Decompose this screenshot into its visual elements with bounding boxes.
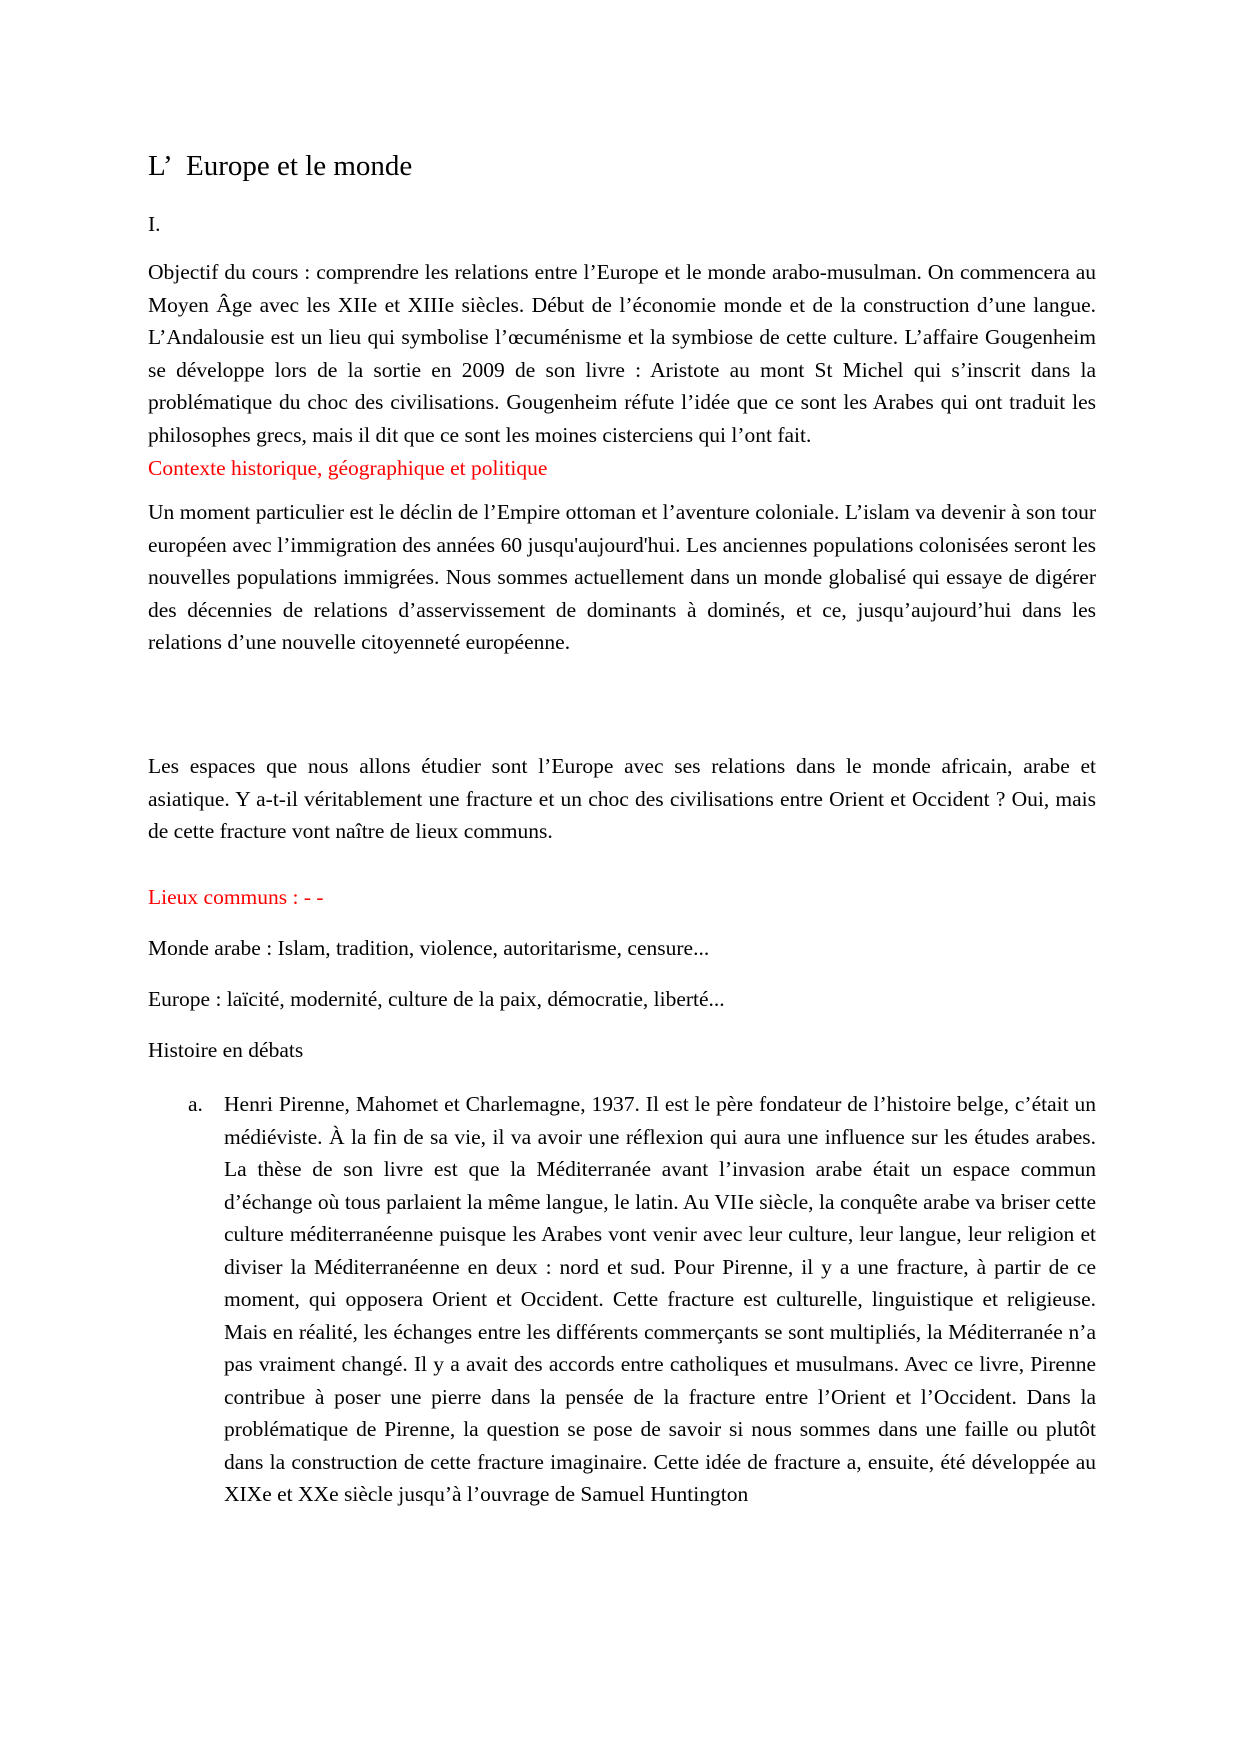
- list-marker: a.: [188, 1092, 203, 1116]
- heading-contexte: Contexte historique, géographique et politique: [148, 456, 548, 480]
- line-monde-arabe: Monde arabe : Islam, tradition, violence, autoritarisme, censure...: [148, 936, 710, 960]
- section-number: I.: [148, 212, 161, 236]
- title-text: Europe et le monde: [186, 150, 413, 182]
- paragraph-espaces: Les espaces que nous allons étudier sont l’Europe avec ses relations dans le monde africain, arabe et asiatique. Y a-t-il véritablement une fracture et un choc des civilisations entre Orient et Occident ? Oui, mais de cette fracture vont naître de lieux communs.: [148, 754, 1096, 843]
- paragraph-objectif: Objectif du cours : comprendre les relations entre l’Europe et le monde arabo-musulman. On commencera au Moyen Âge avec les XIIe et XIIIe siècles. Début de l’économie monde et de la construction d’une langue. L’Andalousie est un lieu qui symbolise l’œcuménisme et la symbiose de cette culture. L’affaire Gougenheim se développe lors de la sortie en 2009 de son livre : Aristote au mont St Michel qui s’inscrit dans la problématique du choc des civilisations. Gougenheim réfute l’idée que ce sont les Arabes qui ont traduit les philosophes grecs, mais il dit que ce sont les moines cisterciens qui l’ont fait.: [148, 260, 1096, 447]
- line-europe: Europe : laïcité, modernité, culture de la paix, démocratie, liberté...: [148, 987, 725, 1011]
- document-title: [148, 148, 412, 184]
- heading-histoire-en-debats: Histoire en débats: [148, 1038, 304, 1062]
- paragraph-contexte: Un moment particulier est le déclin de l’Empire ottoman et l’aventure coloniale. L’islam va devenir à son tour européen avec l’immigration des années 60 jusqu'aujourd'hui. Les anciennes populations colonisées seront les nouvelles populations immigrées. Nous sommes actuellement dans un monde globalisé qui essaye de digérer des décennies de relations d’asservissement de dominants à dominés, et ce, jusqu’aujourd’hui dans les relations d’une nouvelle citoyenneté européenne.: [148, 500, 1096, 654]
- list-item-text: Henri Pirenne, Mahomet et Charlemagne, 1937. Il est le père fondateur de l’histoire belge, c’était un médiéviste. À la fin de sa vie, il va avoir une réflexion qui aura une influence sur les études arabes. La thèse de son livre est que la Méditerranée avant l’invasion arabe était un espace commun d’échange où tous parlaient la même langue, le latin. Au VIIe siècle, la conquête arabe va briser cette culture méditerranéenne puisque les Arabes vont venir avec leur culture, leur langue, leur religion et diviser la Méditerranéenne en deux : nord et sud. Pour Pirenne, il y a une fracture, à partir de ce moment, qui opposera Orient et Occident. Cette fracture est culturelle, linguistique et religieuse. Mais en réalité, les échanges entre les différents commerçants se sont multipliés, la Méditerranée n’a pas vraiment changé. Il y a avait des accords entre catholiques et musulmans. Avec ce livre, Pirenne contribue à poser une pierre dans la pensée de la fracture entre l’Orient et l’Occident. Dans la problématique de Pirenne, la question se pose de savoir si nous sommes dans une faille ou plutôt dans la construction de cette fracture imaginaire. Cette idée de fracture a, ensuite, été développée au XIXe et XXe siècle jusqu’à l’ouvrage de Samuel Huntington: [224, 1092, 1096, 1506]
- title-prefix: L’: [148, 150, 173, 182]
- heading-lieux-communs: Lieux communs : - -: [148, 885, 324, 909]
